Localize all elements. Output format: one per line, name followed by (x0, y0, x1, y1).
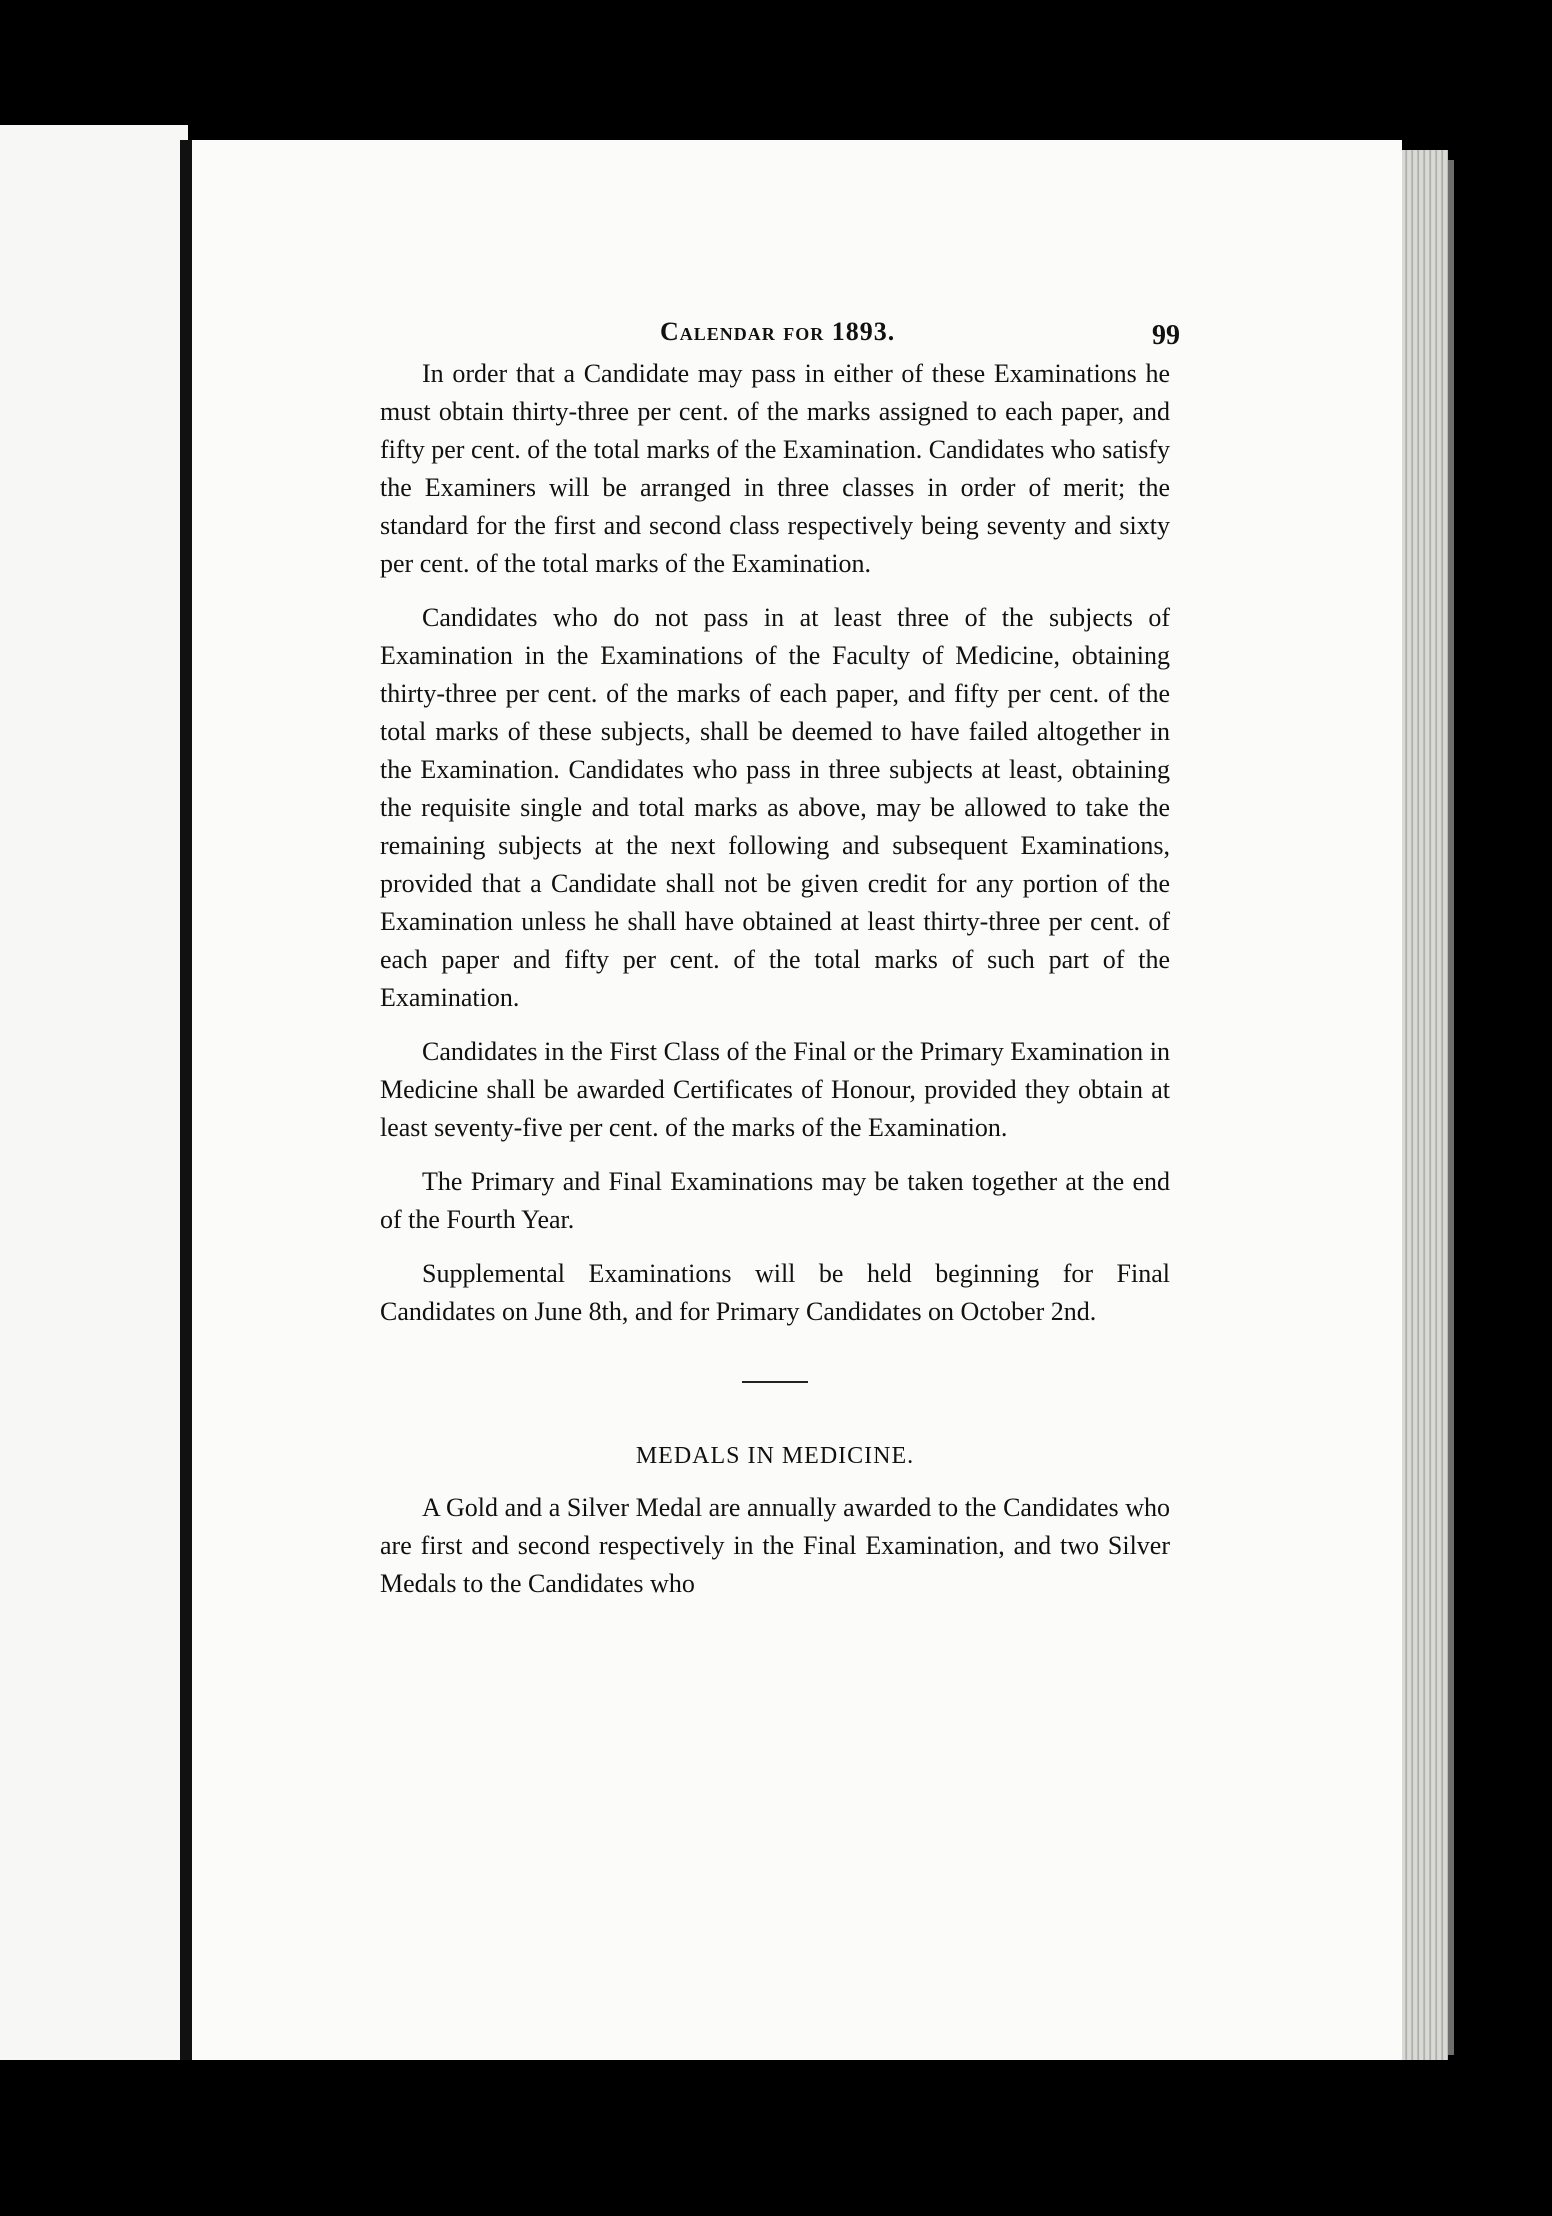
section-title: MEDALS IN MEDICINE. (635, 1443, 915, 1469)
page-text (380, 305, 1180, 1619)
running-head: Calendar for 1893. (660, 317, 896, 346)
facing-page-edge (0, 125, 188, 2060)
paragraph-pass-requirements: In order that a Candidate may pass in either of these Examinations he must obtain thirty-three per cent. of the marks assigned to each paper, and fifty per cent. of the total marks of the Examination. Candidates who satisfy the Examiners will be arranged in three classes in order of merit; the standard for the first and second class respectively being seventy and sixty per cent. of the total marks of the Examination. (380, 359, 1170, 578)
book-gutter (180, 140, 192, 2060)
paragraph-supplemental: Supplemental Examinations will be held beginning for Final Candidates on June 8th, and for Primary Candidates on October 2nd. (380, 1259, 1170, 1326)
page-number: 99 (1152, 320, 1180, 351)
paragraph-medals: A Gold and a Silver Medal are annually awarded to the Candidates who are first and second respectively in the Final Examination, and two Silver Medals to the Candidates who (380, 1493, 1170, 1598)
paragraph-fourth-year: The Primary and Final Examinations may be taken together at the end of the Fourth Year. (380, 1167, 1170, 1234)
paragraph-failure-rules: Candidates who do not pass in at least three of the subjects of Examination in the Examinations of the Faculty of Medicine, obtaining thirty-three per cent. of the marks of each paper, and fifty per cent. of the total marks of these subjects, shall be deemed to have failed altogether in the Examination. Candidates who pass in three subjects at least, obtaining the requisite single and total marks as above, may be allowed to take the remaining subjects at the next following and subsequent Examinations, provided that a Candidate shall not be given credit for any portion of the Examination unless he shall have obtained at least thirty-three per cent. of each paper and fifty per cent. of the total marks of such part of the Examination. (380, 603, 1170, 1012)
page-header (380, 305, 1180, 355)
page-edges (1402, 150, 1448, 2060)
page-edge-shadow (1448, 160, 1454, 2055)
paragraph-honours: Candidates in the First Class of the Final or the Primary Examination in Medicine shall be awarded Certificates of Honour, provided they obtain at least seventy-five per cent. of the marks of the Examination. (380, 1037, 1170, 1142)
section-divider (742, 1381, 808, 1383)
